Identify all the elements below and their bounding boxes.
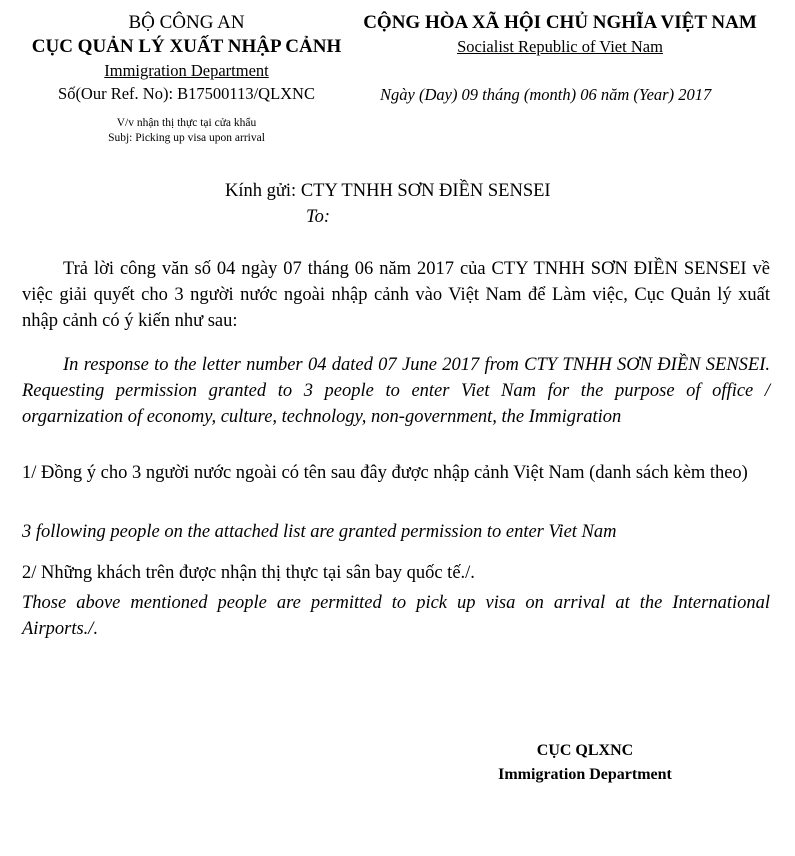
item-1-vi: 1/ Đồng ý cho 3 người nước ngoài có tên sau đây được nhập cảnh Việt Nam (danh sách kèm theo) bbox=[22, 463, 748, 483]
country-name-vi: CỘNG HÒA XÃ HỘI CHỦ NGHĨA VIỆT NAM bbox=[363, 12, 757, 33]
signature-office-vi: CỤC QLXNC bbox=[536, 742, 634, 759]
recipient-line bbox=[225, 181, 551, 202]
intro-paragraph-vi: Trả lời công văn số 04 ngày 07 tháng 06 năm 2017 của CTY TNHH SƠN ĐIỀN SENSEI về việc giải quyết cho 3 người nước ngoài nhập cảnh vào Việt Nam để Làm việc, Cục Quản lý xuất nhập cảnh có ý kiến như sau: bbox=[22, 259, 770, 331]
ministry-name: BỘ CÔNG AN bbox=[128, 12, 245, 33]
document-date: Ngày (Day) 09 tháng (month) 06 năm (Year) 2017 bbox=[380, 85, 712, 104]
item-2-vi: 2/ Những khách trên được nhận thị thực tại sân bay quốc tế./. bbox=[22, 563, 475, 583]
reference-number bbox=[14, 84, 359, 104]
reference-value: B17500113/QLXNC bbox=[177, 84, 315, 103]
subject-vi: V/v nhận thị thực tại cửa khẩu bbox=[116, 117, 257, 129]
recipient-label-en: To: bbox=[306, 207, 331, 227]
signature-office-en: Immigration Department bbox=[498, 766, 672, 783]
intro-paragraph-en: In response to the letter number 04 dated 07 June 2017 from CTY TNHH SƠN ĐIỀN SENSEI. Requesting permission granted to 3 people to enter Viet Nam for the purpose of office / orgarnization of economy, culture, technology, non-government, the Immigration bbox=[22, 355, 770, 427]
reference-label: Số(Our Ref. No): bbox=[58, 84, 174, 103]
department-name-vi: CỤC QUẢN LÝ XUẤT NHẬP CẢNH bbox=[31, 36, 342, 57]
subject-en: Subj: Picking up visa upon arrival bbox=[108, 132, 265, 144]
department-name-en: Immigration Department bbox=[104, 61, 269, 80]
recipient-name: CTY TNHH SƠN ĐIỀN SENSEI bbox=[300, 181, 551, 201]
recipient-label-vi: Kính gửi: bbox=[225, 181, 297, 201]
country-name-en: Socialist Republic of Viet Nam bbox=[457, 37, 663, 56]
item-2-en: Those above mentioned people are permitted to pick up visa on arrival at the International Airports./. bbox=[22, 593, 770, 639]
item-1-en: 3 following people on the attached list are granted permission to enter Viet Nam bbox=[22, 522, 617, 542]
